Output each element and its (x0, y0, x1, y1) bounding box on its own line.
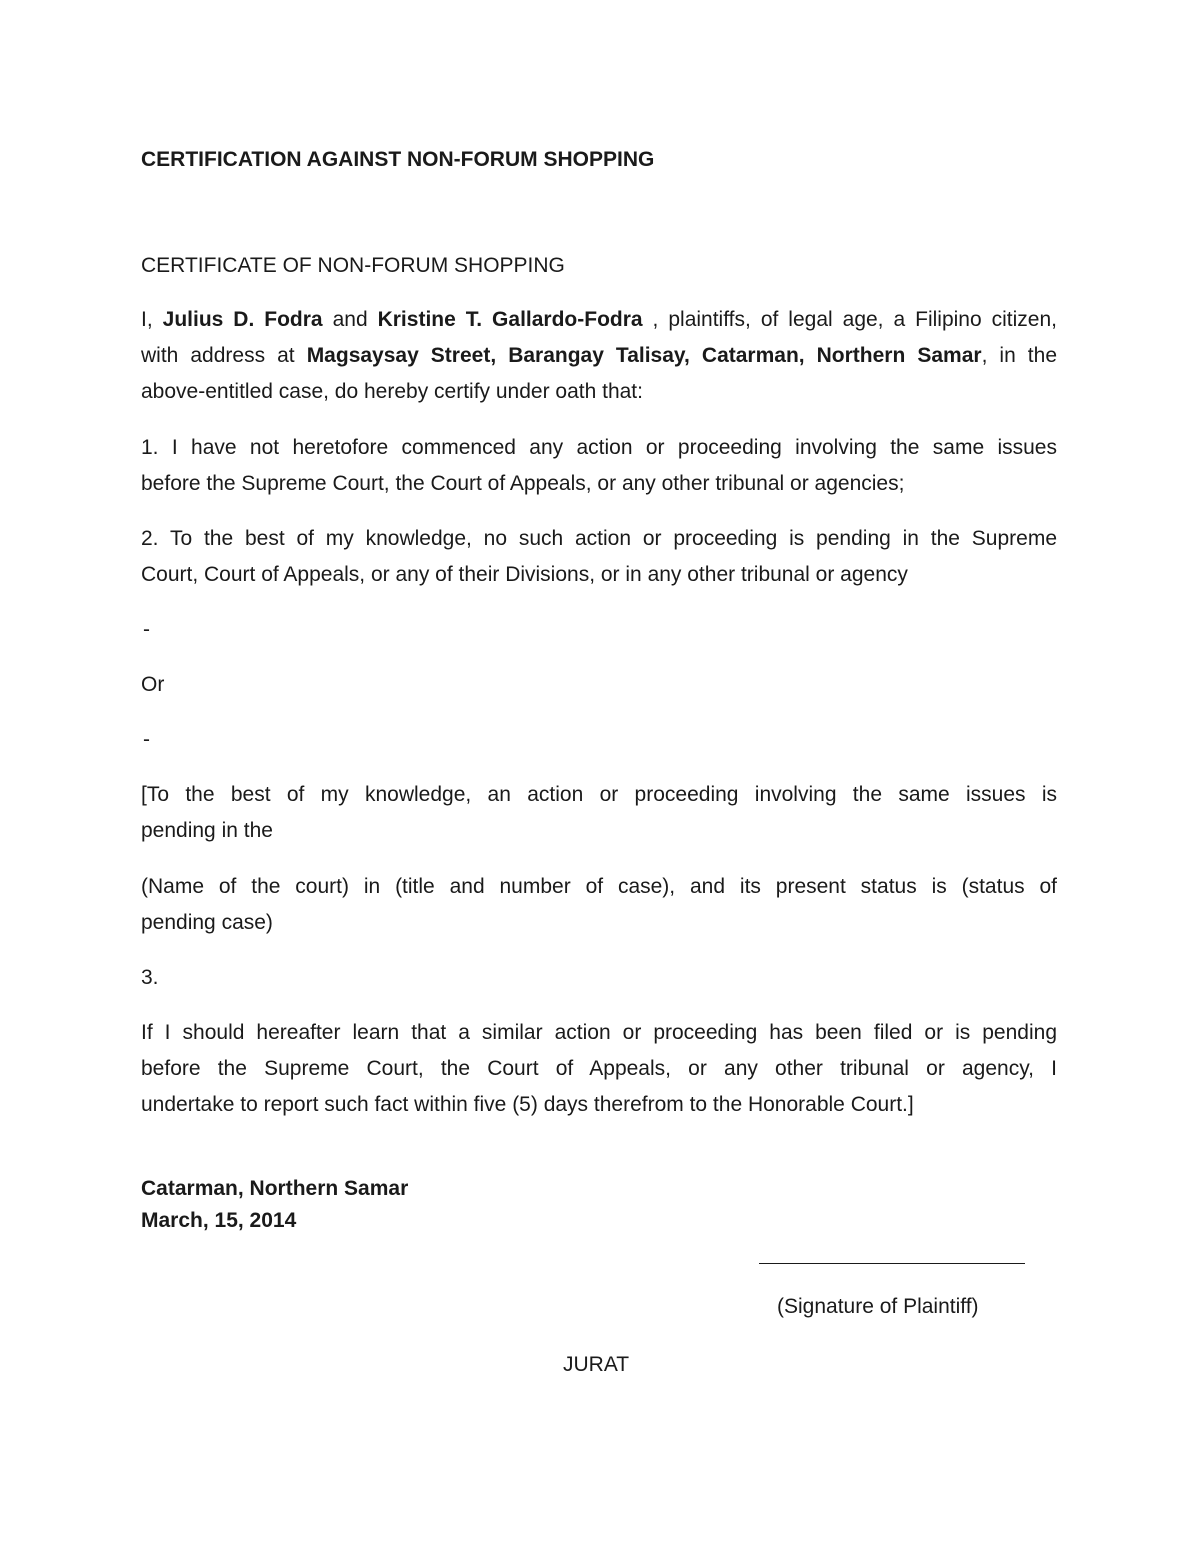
item-1-line-2: before the Supreme Court, the Court of Appeals, or any other tribunal or agencies; (141, 472, 905, 495)
signature-label: (Signature of Plaintiff) (777, 1295, 979, 1318)
intro-line-2: with address at Magsaysay Street, Barangay Talisay, Catarman, Northern Samar, in the (141, 344, 1058, 367)
undertake-line-1: If I should hereafter learn that a similar action or proceeding has been filed or is pending (141, 1021, 1057, 1044)
court-line-1: (Name of the court) in (title and number of case), and its present status is (status of (141, 875, 1057, 898)
jurat-heading: JURAT (563, 1353, 630, 1376)
plaintiff-name-2: Kristine T. Gallardo-Fodra (377, 308, 643, 331)
signature-line (759, 1263, 1025, 1264)
undertake-line-3: undertake to report such fact within five (5) days therefrom to the Honorable Court.] (141, 1093, 914, 1116)
dash-separator: - (143, 728, 150, 751)
item-2-line-1: 2. To the best of my knowledge, no such action or proceeding is pending in the Supreme (141, 527, 1057, 550)
intro-line-1: I, Julius D. Fodra and Kristine T. Gallardo-Fodra , plaintiffs, of legal age, a Filipino citizen, (141, 308, 1057, 331)
dash-separator: - (143, 618, 150, 641)
plaintiff-name-1: Julius D. Fodra (162, 308, 323, 331)
intro-line-3: above-entitled case, do hereby certify under oath that: (141, 380, 643, 403)
plaintiff-address: Magsaysay Street, Barangay Talisay, Catarman, Northern Samar (306, 344, 982, 367)
item-1-line-1: 1. I have not heretofore commenced any action or proceeding involving the same issues (141, 436, 1057, 459)
date-text: March, 15, 2014 (141, 1209, 297, 1232)
undertake-line-2: before the Supreme Court, the Court of Appeals, or any other tribunal or agency, I (141, 1057, 1057, 1080)
document-subtitle: CERTIFICATE OF NON-FORUM SHOPPING (141, 254, 565, 277)
item-3-number: 3. (141, 966, 159, 989)
alt-line-2: pending in the (141, 819, 273, 842)
item-2-line-2: Court, Court of Appeals, or any of their Divisions, or in any other tribunal or agency (141, 563, 908, 586)
court-line-2: pending case) (141, 911, 273, 934)
document-title: CERTIFICATION AGAINST NON-FORUM SHOPPING (141, 148, 655, 171)
or-text: Or (141, 673, 165, 696)
alt-line-1: [To the best of my knowledge, an action or proceeding involving the same issues is (141, 783, 1057, 806)
place-text: Catarman, Northern Samar (141, 1177, 409, 1200)
